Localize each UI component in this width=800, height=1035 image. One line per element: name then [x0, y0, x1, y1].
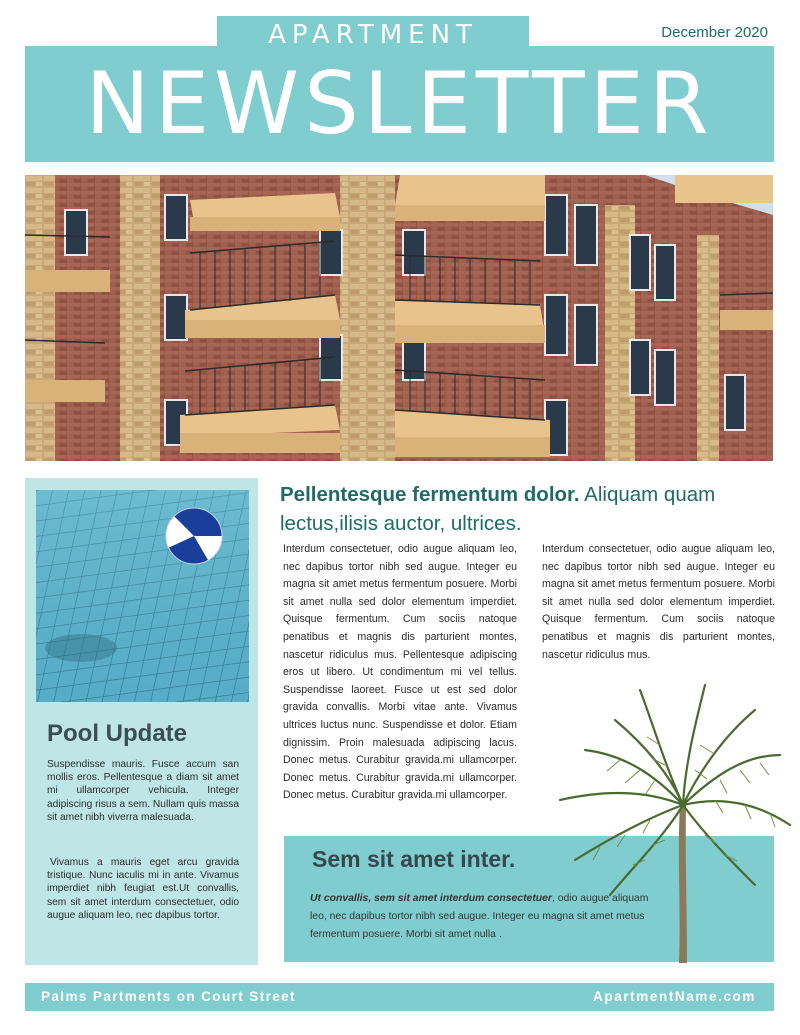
article-column-2: Interdum consectetuer, odio augue aliquam leo, nec dapibus tortor nibh sed augue. Integer eu magna sit amet metus fermentum posuere. Morbi sit amet nulla sed dolor elementum imperdiet. Quisque fermentum. Cum sociis natoque penatibus et magnis dis parturient montes, nascetur ridiculus mus.: [542, 543, 775, 661]
footer-bar: [25, 983, 774, 1011]
pool-paragraph-1: Suspendisse mauris. Fusce accum san mollis eros. Pellentesque a diam sit amet mi ullamcorper vehicula. Integer adipiscing risus a sem. Nullam quis massa sit amet nibh viverra malesuada.: [47, 759, 239, 823]
masthead: [25, 16, 774, 162]
footer-address: Palms Partments on Court Street: [41, 989, 296, 1004]
hero-building-image: [25, 175, 773, 461]
article-headline: [280, 480, 770, 538]
sem-sit-lead: Ut convallis, sem sit amet interdum consectetuer: [310, 893, 552, 904]
issue-date: December 2020: [661, 24, 768, 41]
pool-update-panel: [25, 478, 258, 965]
footer-website-link[interactable]: ApartmentName.com: [593, 989, 756, 1004]
masthead-title: NEWSLETTER: [85, 54, 714, 154]
masthead-subtitle: APARTMENT: [268, 20, 478, 50]
pool-paragraph-2: Vivamus a mauris eget arcu gravida tristique. Nunc iaculis mi in ante. Vivamus imperdiet nibh feugiat est.Ut convallis, sem sit amet interdum consectetuer, odio augue aliquam leo, nec dapibus tortor.: [47, 857, 239, 921]
headline-bold: Pellentesque fermentum dolor.: [280, 483, 580, 506]
pool-beach-ball-image: [36, 490, 249, 702]
article-column-1: Interdum consectetuer, odio augue aliquam leo, nec dapibus tortor nibh sed augue. Integer eu magna sit amet metus fermentum posuere. Morbi sit amet nulla sed dolor elementum imperdiet. Quisque fermentum. Cum sociis natoque penatibus et magnis dis parturient montes, nascetur ridiculus mus. Pellentesque adipiscing eros ut libero. Ut condimentum mi vel tellus. Suspendisse laoreet. Fusce ut est sed dolor gravida convallis. Morbi vitae ante. Vivamus ultrices luctus nunc. Suspendisse et dolor. Etiam dignissim. Proin malesuada adipiscing lacus. Donec metus. Curabitur gravida.mi ullamcorper. Donec metus. Curabitur gravida.mi ullamcorper. Donec metus. Curabitur gravida.mi ullamcorper.: [283, 543, 517, 802]
pool-update-title: Pool Update: [47, 720, 188, 747]
sem-sit-body: , odio augue aliquam leo, nec dapibus tortor nibh sed augue. Integer eu magna sit amet metus fermentum posuere. Morbi sit amet nulla .: [310, 893, 649, 940]
palm-tree-image: [555, 675, 795, 965]
sem-sit-title: Sem sit amet inter.: [312, 846, 516, 872]
headline-rest: Aliquam quam lectus,ilisis auctor, ultrices.: [280, 483, 716, 535]
